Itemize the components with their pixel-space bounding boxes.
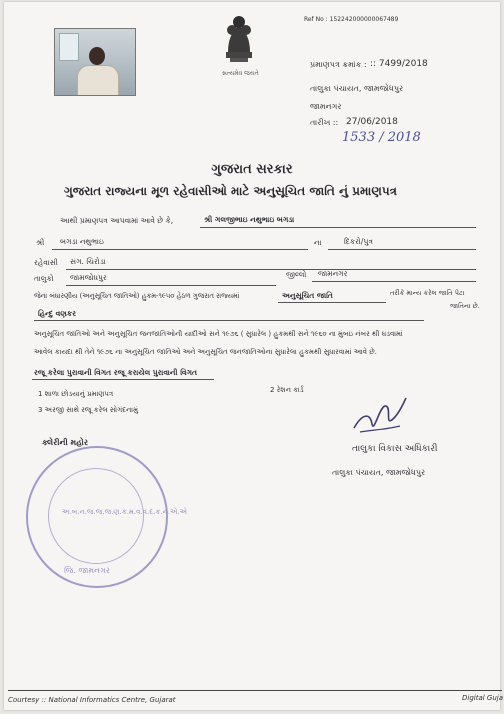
reference-number: Ref No : 152242000000067489 (304, 16, 399, 23)
emblem-caption: સત્યમેવ જયતે (222, 70, 259, 77)
office-stamp (26, 446, 188, 588)
certificate-title: ગુજરાત રાજ્યના મૂળ રહેવાસીઓ માટે અનુસૂચિત જાતિ નું પ્રમાણપત્ર (64, 184, 397, 198)
stamp-text: અ.બ.ન.જ.જ.જ.ણ.ક.મ.વ.વ.દ.ક.ન.એ.એ (62, 508, 188, 516)
intro-text: આથી પ્રમાણપત્ર આપવામાં આવે છે કે, (60, 216, 174, 225)
state-emblem-icon (218, 12, 260, 70)
place-name: જામનગર (310, 102, 342, 111)
footer-courtesy: Courtesy :: National Informatics Centre, Gujarat (8, 696, 176, 704)
district-label: જીલ્લો (286, 270, 307, 279)
officer-designation: તાલુકા વિકાસ અધિકારી (352, 444, 438, 454)
order-paragraph-2: આવેલ કાયદા થી તેને ૧૯૭૬ ના અનુસૂચિત જાતિઓ અને અનુસૂચિત જનજાતિઓના સુધારેલા હુકમથી સુધારવામાં આવે છે. (34, 348, 377, 356)
caste-suffix-2: જાતિના છે. (450, 302, 480, 310)
certificate-number: :: 7499/2018 (370, 59, 428, 69)
district-value: જામનગર (318, 269, 348, 278)
issue-date: 27/06/2018 (346, 117, 398, 127)
applicant-photo (54, 28, 136, 96)
document-item-3: 3 અરજી સાથે રજૂ કરેલ સોગંદનામું (38, 406, 139, 414)
father-name: બગડા નથુભાઇ (60, 237, 104, 246)
stamp-bottom-text: જિ. જામનગર (64, 566, 110, 575)
relation-label: ના (314, 238, 322, 247)
officer-office: તાલુકા પંચાયત, જામજોધપુર (332, 468, 426, 477)
officer-signature-icon (350, 394, 410, 438)
caste-text: જેના બંધારણીય (અનુસૂચિત જાતિઓ) હુકમ-૧૯૫૦ હેઠળ ગુજરાત રાજ્યમાં (34, 292, 240, 300)
shri-label: શ્રી (36, 238, 45, 247)
taluka-label: તાલુકો (34, 274, 54, 283)
office-line: તાલુકા પંચાયત, જામજોધપુર (310, 84, 404, 93)
document-item-1: 1 શાળા છોડયાનું પ્રમાણપત્ર (38, 390, 114, 398)
stamp-label: ક્લેરીની મહોર (42, 438, 89, 447)
residence-label: રહેવાસી (34, 258, 58, 267)
caste-name: હિન્દુ વણકર (38, 309, 76, 318)
documents-heading: રજૂ કરેલા પુરાવાની વિગત રજૂ કરાયેલ પુરાવાની વિગત (34, 368, 198, 377)
applicant-name: શ્રી ગલજીભાઇ નથુભાઇ બગડા (204, 215, 295, 224)
certificate-number-label: પ્રમાણપત્ર ક્રમાંક : (310, 60, 367, 69)
taluka-value: જામજોધપુર (70, 273, 107, 282)
caste-suffix: તરીકે માન્ય કરેલ જાતિ પેટા (390, 289, 465, 297)
handwritten-number: 1533 / 2018 (342, 130, 421, 145)
footer-right: Digital Guja (462, 694, 504, 702)
order-paragraph-1: અનુસૂચિત જાતિઓ અને અનુસૂચિત જનજાતિઓની યાદીઓ સને ૧૯૭૬ ( સુધારેલ ) હુકમથી સને ૧૯૬૦ ના મુંબઇ નંબર થી ઘડવામાં (34, 330, 403, 338)
relation-value: દિકરો/પુત્ર (344, 237, 373, 246)
government-title: ગુજરાત સરકાર (211, 162, 293, 177)
certificate-page (4, 2, 504, 710)
residence-value: સંગ. ચિરોડા (70, 257, 106, 266)
footer-divider (8, 690, 502, 691)
document-item-2: 2 રેશન કાર્ડ (270, 386, 304, 394)
date-label: તારીખ :: (310, 118, 339, 127)
caste-value: અનુસૂચિત જાતિ (282, 291, 333, 300)
